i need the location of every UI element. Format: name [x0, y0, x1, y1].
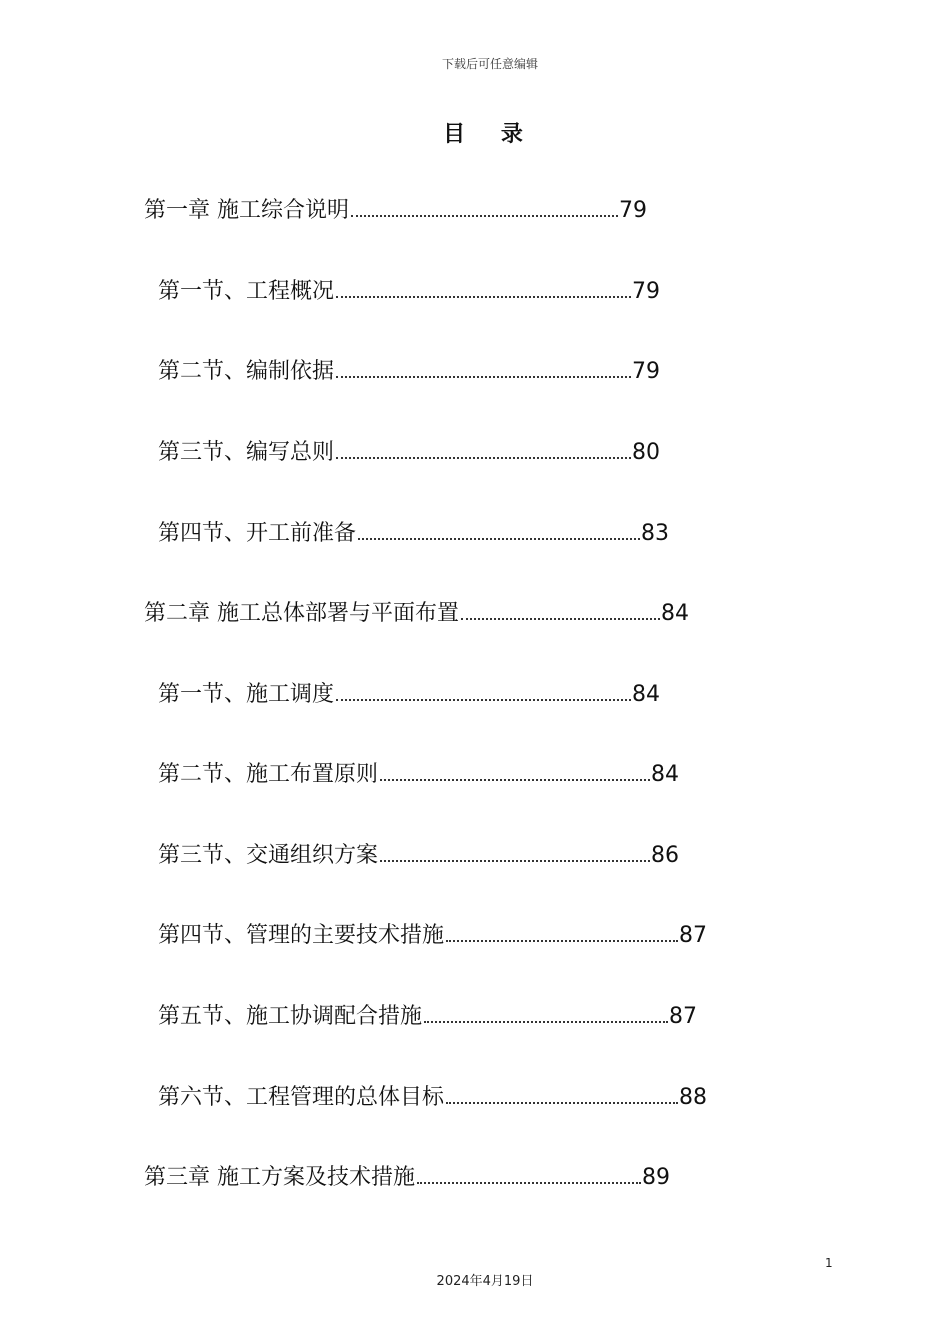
toc-entry-page: 86	[651, 843, 679, 868]
toc-entry-page: 79	[632, 359, 660, 384]
toc-leader-dots	[424, 1021, 668, 1023]
toc-entry-chapter-3[interactable]	[144, 1163, 670, 1193]
toc-entry-label: 第四节、管理的主要技术措施	[158, 923, 445, 948]
toc-leader-dots	[336, 699, 631, 701]
toc-leader-dots	[336, 457, 631, 459]
toc-leader-dots	[417, 1182, 641, 1184]
toc-entry-section-2-1[interactable]	[158, 680, 660, 710]
toc-entry-label: 第一节、施工调度	[158, 682, 335, 707]
toc-entry-page: 87	[679, 923, 707, 948]
toc-entry-label: 第四节、开工前准备	[158, 521, 357, 546]
toc-entry-page: 79	[632, 279, 660, 304]
toc-entry-section-1-1[interactable]	[158, 277, 660, 307]
toc-entry-label: 第二节、施工布置原则	[158, 762, 379, 787]
toc-leader-dots	[336, 376, 631, 378]
toc-entry-page: 84	[661, 601, 689, 626]
toc-entry-label: 第一节、工程概况	[158, 279, 335, 304]
page-number: 1	[825, 1256, 833, 1270]
toc-leader-dots	[358, 538, 640, 540]
toc-entry-label: 第三节、交通组织方案	[158, 843, 379, 868]
toc-leader-dots	[461, 618, 660, 620]
toc-entry-page: 87	[669, 1004, 697, 1029]
toc-entry-section-1-2[interactable]	[158, 357, 660, 387]
toc-entry-section-2-3[interactable]	[158, 841, 679, 871]
toc-entry-chapter-2[interactable]	[144, 599, 689, 629]
toc-entry-label: 第二节、编制依据	[158, 359, 335, 384]
footer-date: 2024年4月19日	[436, 1274, 534, 1289]
toc-entry-page: 79	[619, 198, 647, 223]
toc-entry-page: 88	[679, 1085, 707, 1110]
toc-leader-dots	[380, 779, 650, 781]
toc-entry-label: 第三节、编写总则	[158, 440, 335, 465]
toc-leader-dots	[351, 215, 618, 217]
toc-entry-page: 84	[651, 762, 679, 787]
toc-leader-dots	[380, 860, 650, 862]
toc-entry-page: 80	[632, 440, 660, 465]
toc-entry-section-1-3[interactable]	[158, 438, 660, 468]
toc-entry-page: 84	[632, 682, 660, 707]
toc-entry-page: 83	[641, 521, 669, 546]
toc-leader-dots	[336, 296, 631, 298]
toc-entry-section-2-4[interactable]	[158, 921, 707, 951]
toc-title: 目 录	[443, 122, 537, 147]
toc-entry-section-2-2[interactable]	[158, 760, 679, 790]
toc-entry-label: 第五节、施工协调配合措施	[158, 1004, 423, 1029]
toc-leader-dots	[446, 940, 678, 942]
toc-entry-chapter-1[interactable]	[144, 196, 647, 226]
toc-entry-page: 89	[642, 1165, 670, 1190]
toc-entry-section-1-4[interactable]	[158, 519, 669, 549]
toc-entry-label: 第二章 施工总体部署与平面布置	[144, 601, 459, 626]
toc-entry-section-2-6[interactable]	[158, 1083, 707, 1113]
toc-entry-label: 第六节、工程管理的总体目标	[158, 1085, 445, 1110]
header-note: 下载后可任意编辑	[441, 57, 538, 71]
toc-entry-label: 第一章 施工综合说明	[144, 198, 349, 223]
toc-entry-label: 第三章 施工方案及技术措施	[144, 1165, 415, 1190]
toc-leader-dots	[446, 1102, 678, 1104]
toc-entry-section-2-5[interactable]	[158, 1002, 697, 1032]
